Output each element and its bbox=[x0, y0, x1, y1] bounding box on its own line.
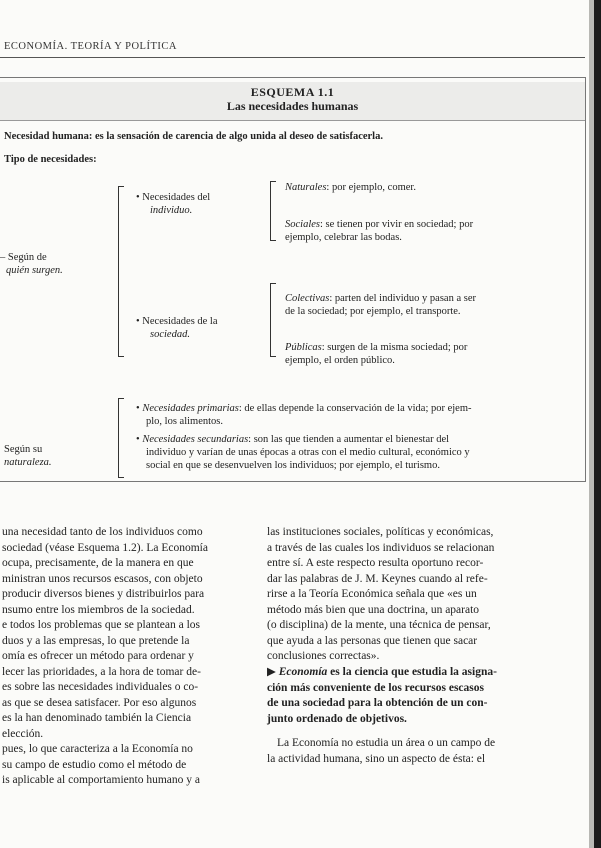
publicas-item: Públicas: surgen de la misma sociedad; por ejemplo, el orden público. bbox=[285, 342, 468, 366]
schema-definition: Necesidad humana: es la sensación de carencia de algo unida al deseo de satisfacerla. bbox=[4, 131, 383, 142]
running-header: ECONOMÍA. TEORÍA Y POLÍTICA bbox=[4, 41, 177, 52]
society-needs-label: • Necesidades de la sociedad. bbox=[136, 316, 218, 340]
schema-subtitle: Las necesidades humanas bbox=[226, 99, 359, 113]
schema-title-rule bbox=[0, 120, 585, 121]
secundarias-item: • Necesidades secundarias: son las que tienden a aumentar el bienestar del individuo y varían de unas épocas a otras con el medio cultural, económico y social en que se desenvuelven los individuos; por ejemplo, el turismo. bbox=[136, 434, 470, 471]
group2-label: Según su naturaleza. bbox=[4, 444, 52, 468]
group1-label: – Según de quién surgen. bbox=[0, 252, 63, 276]
types-label: Tipo de necesidades: bbox=[4, 154, 97, 165]
group2-brace bbox=[118, 398, 124, 478]
sociales-item: Sociales: se tienen por vivir en sociedad; por ejemplo, celebrar las bodas. bbox=[285, 219, 474, 243]
individual-brace bbox=[270, 181, 276, 241]
schema-title: ESQUEMA 1.1 bbox=[250, 85, 335, 99]
body-left-column: una necesidad tanto de los individuos como sociedad (véase Esquema 1.2). La Economía ocupa, precisamente, de la manera en que ministran unos recursos escasos, con objeto producir diversos bienes y distribuirlos para nsumo entre los miembros de la sociedad. e todos los problemas que se plantean a los duos y a las empresas, lo que pretende la omía es ofrecer un método para ordenar y lecer las prioridades, a la hora de tomar de- es sobre las necesidades individuales o co- as que se desea satisfacer. Por eso algunos es la han denominado también la Ciencia elección. pues, lo que caracteriza a la Economía no su campo de estudio como el método de is aplicable al comportamiento humano y a bbox=[2, 526, 208, 786]
economics-definition: ▶ Economía es la ciencia que estudia la asigna- ción más conveniente de los recursos escasos de una sociedad para la obtención de un con- junto ordenado de objetivos. bbox=[267, 666, 497, 725]
pointer-icon: ▶ bbox=[267, 666, 279, 678]
schema-box-top bbox=[0, 77, 585, 78]
schema-box-right bbox=[585, 77, 586, 482]
society-brace bbox=[270, 283, 276, 357]
book-spine bbox=[594, 0, 601, 848]
colectivas-item: Colectivas: parten del individuo y pasan a ser de la sociedad; por ejemplo, el transporte. bbox=[285, 293, 476, 317]
group1-brace bbox=[118, 186, 124, 357]
schema-box-bottom bbox=[0, 481, 586, 482]
body-right-column: las instituciones sociales, políticas y económicas, a través de las cuales los individuos se relacionan entre sí. A este respecto resulta oportuno recor- dar las palabras de J. M. Keynes cuando al refe- rirse a la Teoría Económica señala que «es un método más bien que una doctrina, un aparato (o disciplina) de la mente, una técnica de pensar, que ayuda a las personas que tienen que sacar conclusiones correctas». bbox=[267, 526, 495, 662]
header-rule bbox=[0, 57, 585, 58]
primarias-item: • Necesidades primarias: de ellas depende la conservación de la vida; por ejem- plo, los alimentos. bbox=[136, 403, 472, 427]
individual-needs-label: • Necesidades del individuo. bbox=[136, 192, 211, 216]
body-closing: La Economía no estudia un área o un campo de la actividad humana, sino un aspecto de ésta: el bbox=[267, 737, 496, 765]
naturales-item: Naturales: por ejemplo, comer. bbox=[285, 182, 416, 193]
